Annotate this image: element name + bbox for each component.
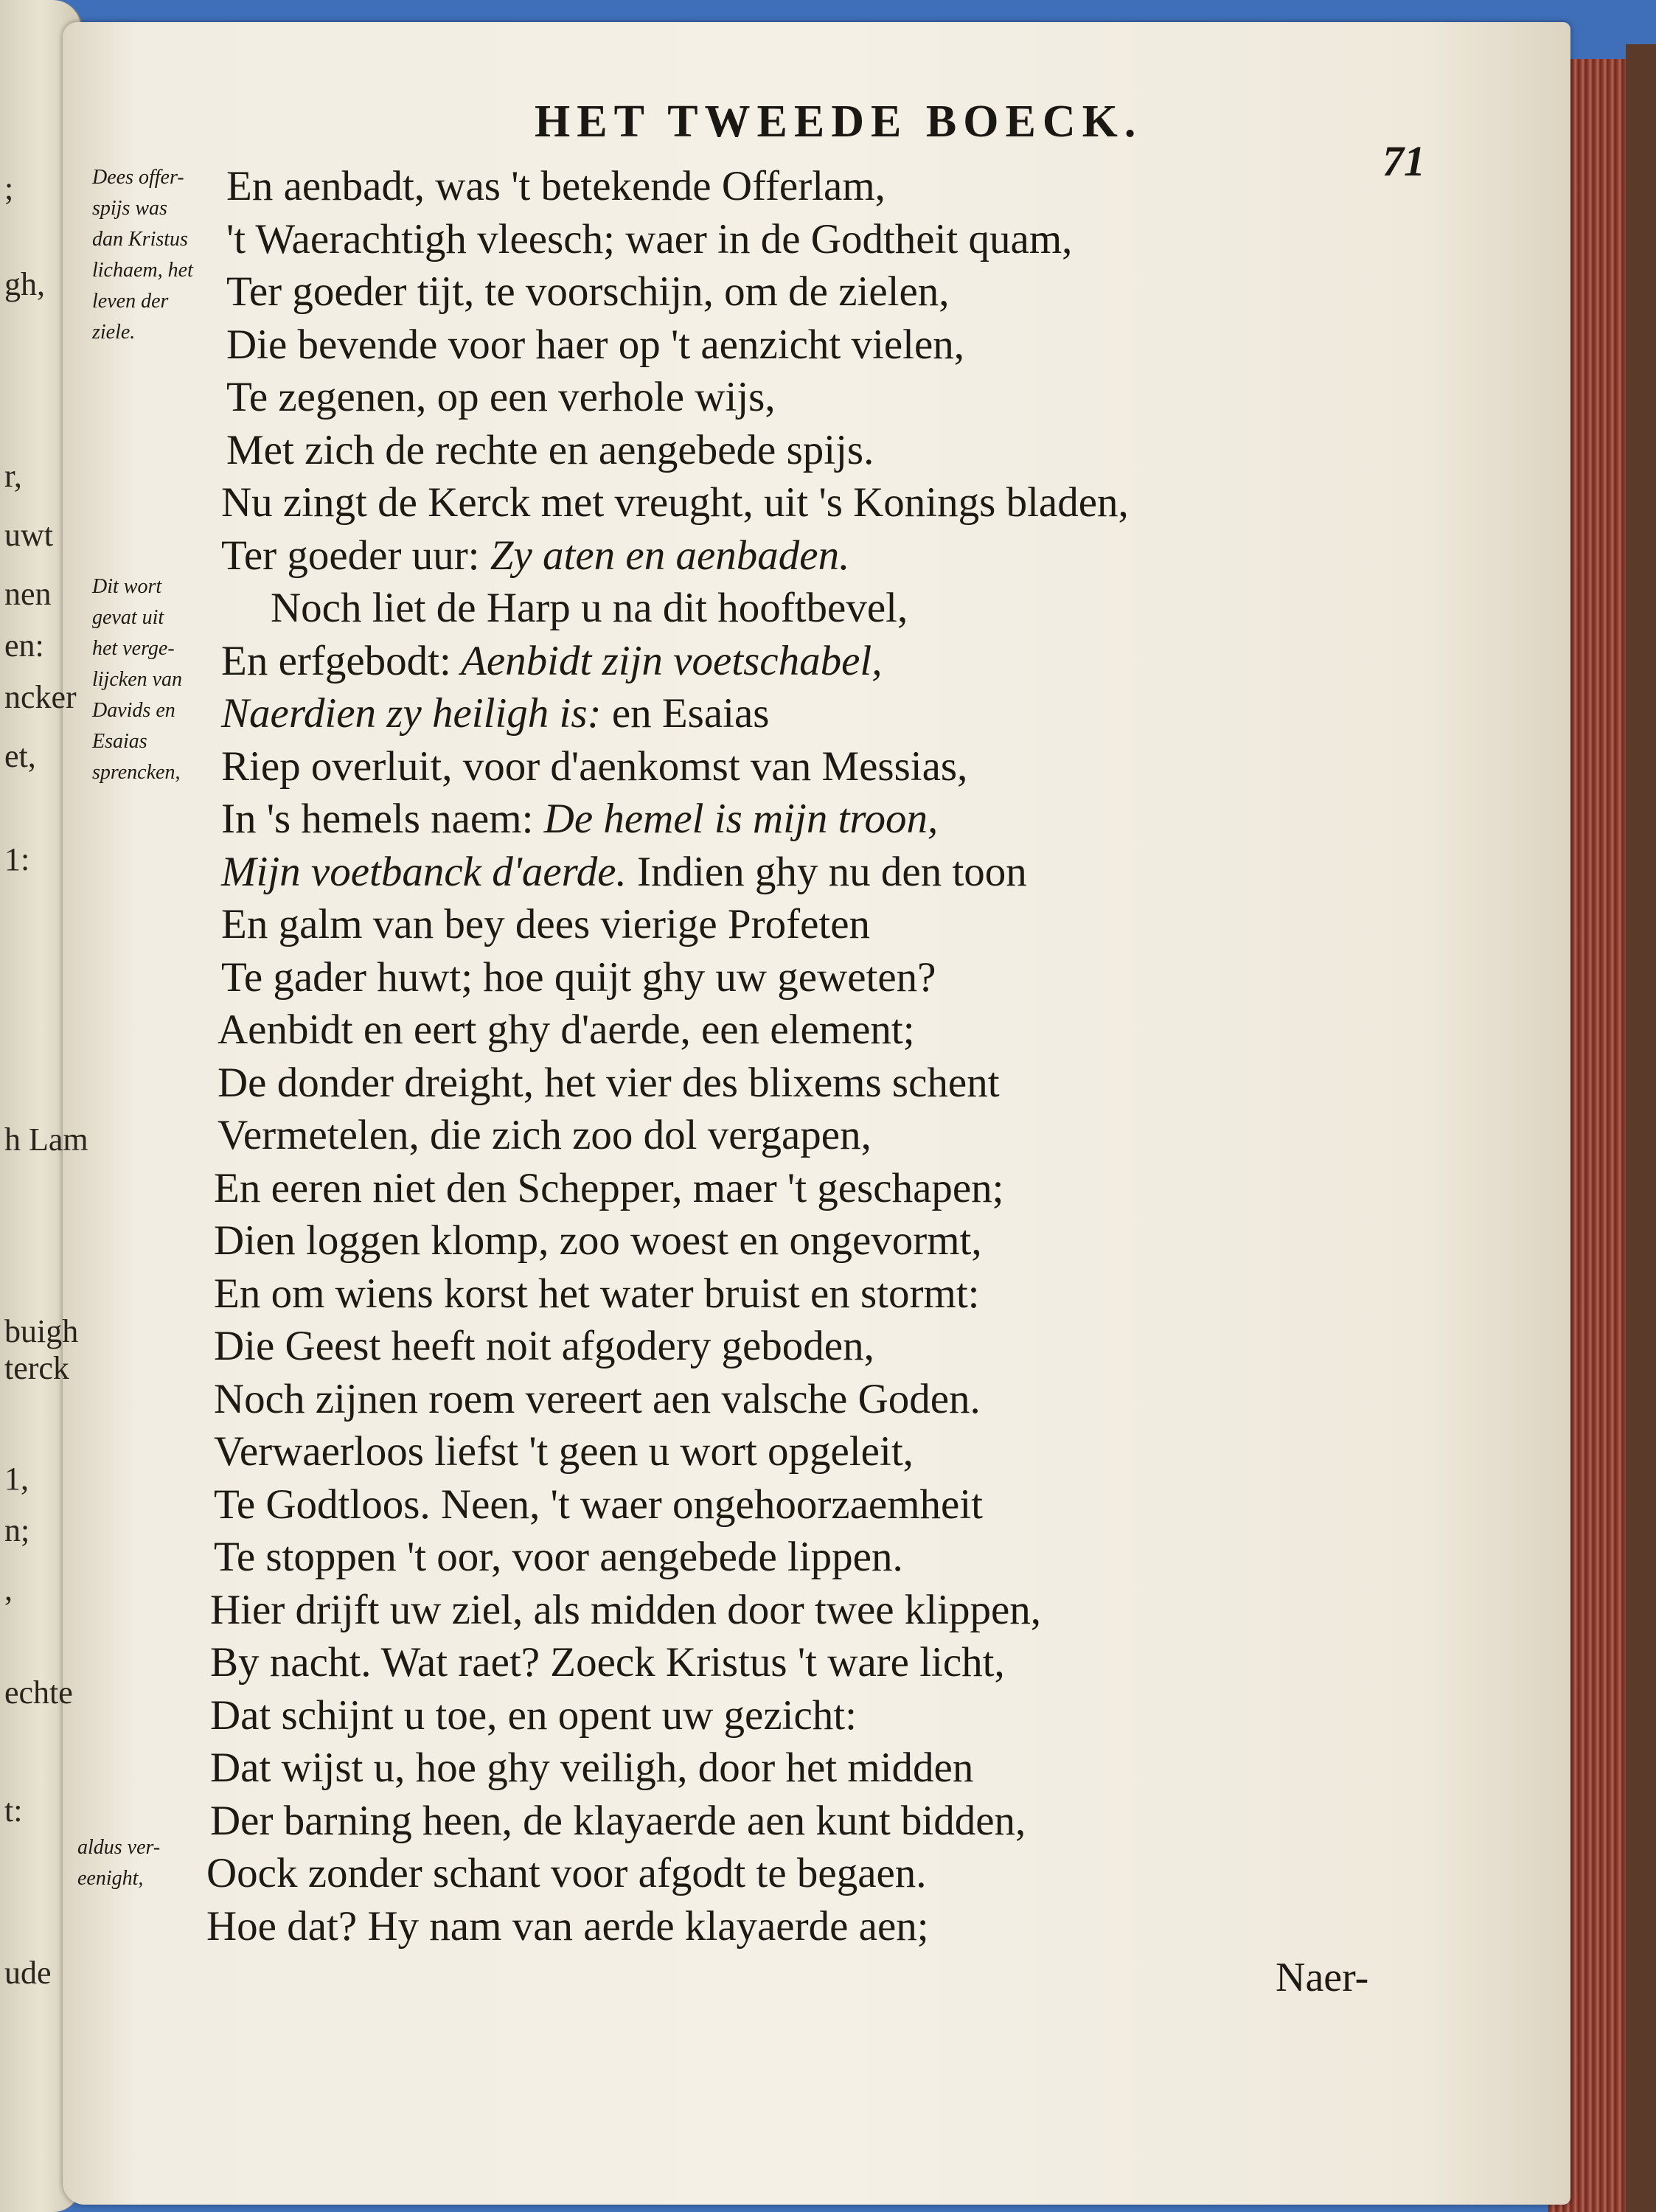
verse-italic: De hemel is mijn troon, <box>533 796 939 842</box>
verse-line <box>221 479 1129 526</box>
catchword: Naer- <box>1276 1955 1369 2000</box>
running-head: HET TWEEDE BOECK. <box>535 97 1143 147</box>
verse-line <box>221 637 882 685</box>
verse-line <box>226 215 1072 263</box>
previous-page-fragment: h Lam <box>4 1121 88 1158</box>
verse-line <box>214 1481 983 1528</box>
verse-text: Te stoppen 't oor, voor aengebede lippen. <box>214 1534 903 1580</box>
verse-text: Die bevende voor haer op 't aenzicht vielen, <box>226 321 965 368</box>
verse-italic: Mijn voetbanck d'aerde. <box>221 848 627 895</box>
previous-page-fragment: echte <box>4 1674 73 1711</box>
verse-text: Riep overluit, voor d'aenkomst van Messias, <box>221 742 968 790</box>
previous-page-fragment: et, <box>4 738 36 774</box>
verse-text: Ter goeder uur: <box>221 532 480 579</box>
verse-line <box>214 1164 1004 1212</box>
verse-line <box>221 742 967 790</box>
margin-note: Dit wort gevat uit het verge- lijcken van Davids en Esaias sprencken, <box>92 575 183 784</box>
verse-text: Noch zijnen roem vereert aen valsche Goden. <box>214 1375 981 1422</box>
verse-text: Die Geest heeft noit afgodery geboden, <box>214 1323 874 1369</box>
verse-line <box>210 1744 973 1792</box>
previous-page-fragment: terck <box>4 1350 69 1386</box>
verse-text: Vermetelen, die zich zoo dol vergapen, <box>218 1112 872 1158</box>
previous-page-fragment: , <box>4 1571 13 1607</box>
verse-line <box>206 1849 927 1897</box>
verse-line <box>214 1533 903 1581</box>
verse-text: Dat schijnt u toe, en opent uw gezicht: <box>210 1691 857 1739</box>
verse-line <box>214 1427 914 1475</box>
verse-italic: Zy aten en aenbaden. <box>479 532 850 579</box>
margin-note: aldus ver- eenight, <box>77 1836 161 1890</box>
verse-line <box>226 426 874 474</box>
verse-line <box>214 1375 981 1423</box>
verse-text: De donder dreight, het vier des blixems schent <box>218 1059 1000 1106</box>
verse-text: In 's hemels naem: <box>221 796 534 842</box>
verse-line <box>210 1691 857 1739</box>
verse-text: En galm van bey dees vierige Profeten <box>221 901 871 947</box>
verse-line <box>271 584 908 632</box>
previous-page-fragment: ; <box>4 170 14 206</box>
previous-page-fragment: gh, <box>4 266 45 302</box>
verse-line <box>221 953 936 1001</box>
verse-line <box>221 689 769 737</box>
verse-line <box>221 848 1027 896</box>
verse-text: En erfgebodt: <box>221 637 451 684</box>
book-cover <box>1626 44 1656 2212</box>
verse-line <box>214 1322 874 1370</box>
verse-text: Noch liet de Harp u na dit hooftbevel, <box>271 585 908 631</box>
page-number: 71 <box>1382 137 1425 185</box>
previous-page-fragment: ncker <box>4 679 77 715</box>
verse-line <box>214 1270 980 1318</box>
previous-page-fragment: en: <box>4 627 44 664</box>
verse-line <box>218 1059 1000 1107</box>
verse-line <box>206 1902 929 1950</box>
verse-line <box>226 321 964 369</box>
verse-line <box>210 1638 1005 1686</box>
verse-text: En eeren niet den Schepper, maer 't geschapen; <box>214 1164 1004 1211</box>
previous-page-fragment: nen <box>4 576 52 612</box>
verse-line <box>221 900 870 948</box>
verse-text: Te Godtloos. Neen, 't waer ongehoorzaemheit <box>214 1481 984 1528</box>
margin-note: Dees offer- spijs was dan Kristus lichaem, het leven der ziele. <box>92 166 193 344</box>
verse-text: Te zegenen, op een verhole wijs, <box>226 374 776 420</box>
verse-italic: Naerdien zy heiligh is: <box>221 690 602 737</box>
verse-text: Dien loggen klomp, zoo woest en ongevormt, <box>214 1217 982 1264</box>
verse-line <box>210 1797 1026 1845</box>
verse-text: Verwaerloos liefst 't geen u wort opgeleit, <box>214 1428 914 1475</box>
book-page <box>63 22 1570 2205</box>
verse-line <box>221 795 938 843</box>
verse-line <box>226 162 886 210</box>
verse-text: Indien ghy nu den toon <box>626 848 1027 895</box>
verse-text: Met zich de rechte en aengebede spijs. <box>226 426 874 473</box>
verse-line <box>218 1006 915 1054</box>
verse-italic: Aenbidt zijn voetschabel, <box>450 637 883 684</box>
previous-page-fragment: n; <box>4 1512 30 1548</box>
verse-line <box>226 373 776 421</box>
verse-text: 't Waerachtigh vleesch; waer in de Godtheit quam, <box>226 215 1073 262</box>
previous-page-fragment: t: <box>4 1792 23 1829</box>
previous-page-fragment: 1: <box>4 841 30 877</box>
verse-text: Ter goeder tijt, te voorschijn, om de zielen, <box>226 268 950 315</box>
verse-text: Aenbidt en eert ghy d'aerde, een element; <box>218 1006 915 1053</box>
verse-line <box>214 1217 982 1265</box>
verse-text: Te gader huwt; hoe quijt ghy uw geweten? <box>221 953 936 1001</box>
previous-page-fragment: r, <box>4 458 22 494</box>
verse-line <box>218 1111 872 1159</box>
verse-text: Nu zingt de Kerck met vreught, uit 's Konings bladen, <box>221 479 1129 526</box>
verse-line <box>226 268 950 316</box>
previous-page-fragment: uwt <box>4 517 53 553</box>
verse-text: Oock zonder schant voor afgodt te begaen. <box>206 1850 927 1896</box>
previous-page-fragment: buigh <box>4 1313 79 1349</box>
verse-text: Der barning heen, de klayaerde aen kunt bidden, <box>210 1797 1026 1844</box>
previous-page-fragment: 1, <box>4 1461 29 1497</box>
verse-text: En om wiens korst het water bruist en stormt: <box>214 1270 980 1317</box>
verse-text: Hoe dat? Hy nam van aerde klayaerde aen; <box>206 1902 929 1950</box>
verse-line <box>221 532 849 580</box>
verse-line <box>210 1586 1041 1634</box>
verse-text: en Esaias <box>601 690 770 737</box>
verse-text: En aenbadt, was 't betekende Offerlam, <box>226 163 886 209</box>
previous-page-fragment: ude <box>4 1955 52 1991</box>
verse-text: Hier drijft uw ziel, als midden door twee klippen, <box>210 1586 1042 1633</box>
verse-text: Dat wijst u, hoe ghy veiligh, door het midden <box>210 1745 974 1791</box>
verse-text: By nacht. Wat raet? Zoeck Kristus 't ware licht, <box>210 1639 1005 1686</box>
